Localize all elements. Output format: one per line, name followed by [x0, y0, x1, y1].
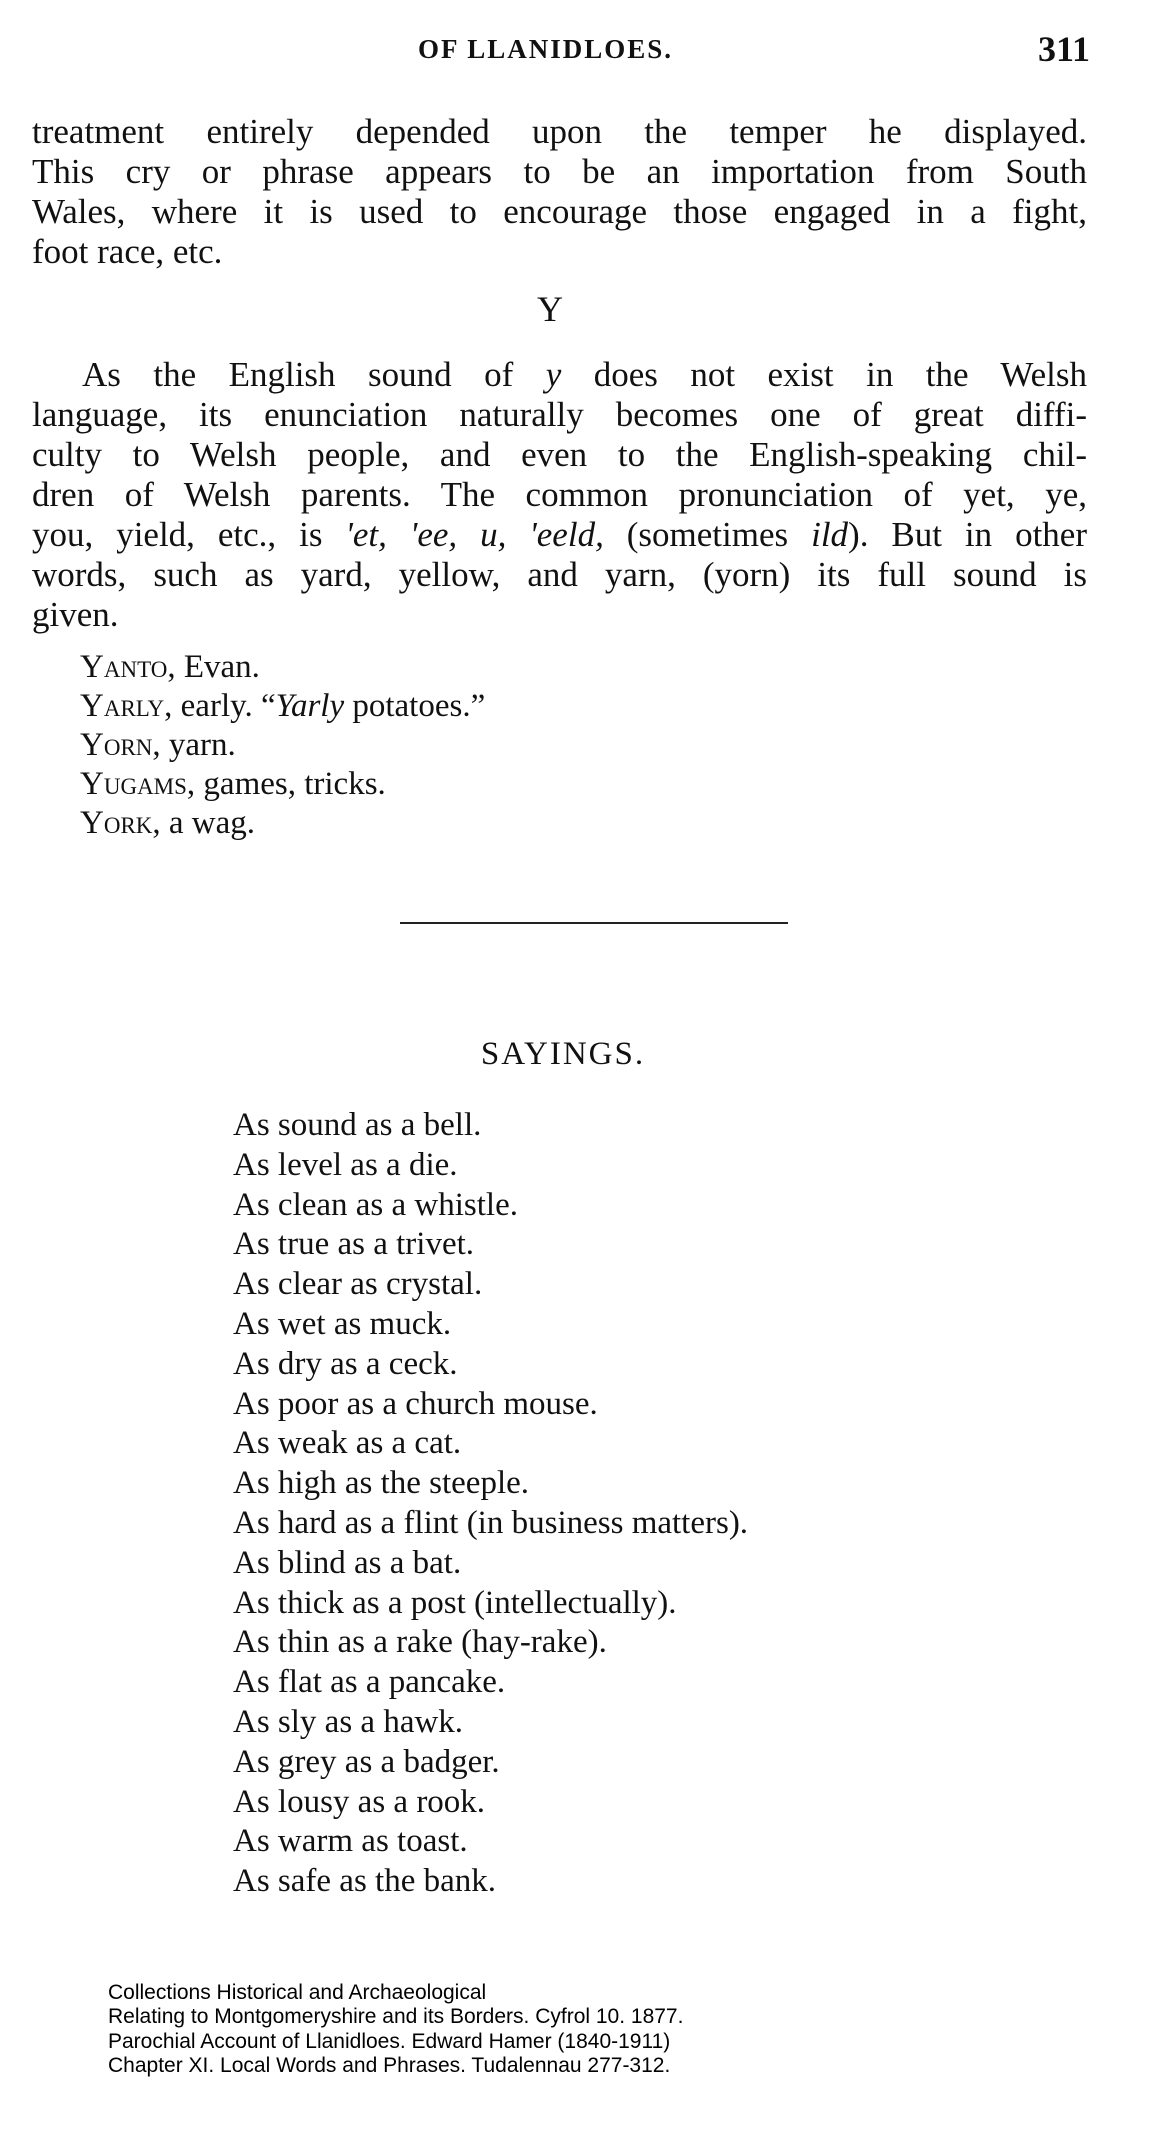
glossary-entry: [80, 804, 485, 843]
entry-definition: , yarn.: [152, 727, 236, 763]
paragraph-line: Wales, where it is used to encourage those engaged in a fight,: [32, 192, 1087, 231]
page-number: 311: [1037, 29, 1090, 69]
entry-example-italic: Yarly: [275, 688, 345, 724]
paragraph-line: This cry or phrase appears to be an importation from South: [32, 152, 1087, 191]
saying-item: As dry as a ceck.: [233, 1345, 458, 1382]
saying-item: As thick as a post (intellectually).: [233, 1584, 677, 1621]
saying-item: As sly as a hawk.: [233, 1703, 464, 1740]
saying-item: As safe as the bank.: [233, 1863, 497, 1900]
text-run: As the English sound of: [82, 355, 546, 394]
saying-item: As weak as a cat.: [233, 1425, 462, 1462]
saying-item: As sound as a bell.: [233, 1107, 482, 1143]
paragraph-line: [32, 355, 1087, 395]
section-divider: [400, 922, 788, 924]
text-run: ). But in other: [848, 515, 1087, 554]
entry-headword-rest: anto: [103, 649, 168, 685]
y-pronunciation-paragraph: [32, 355, 1087, 635]
glossary-entry: [80, 687, 485, 726]
paragraph-line: language, its enunciation naturally becomes one of great diffi-: [32, 395, 1087, 434]
entry-headword-initial: Y: [80, 805, 104, 841]
citation-line: Relating to Montgomeryshire and its Borders. Cyfrol 10. 1877.: [108, 2005, 684, 2029]
saying-item: As lousy as a rook.: [233, 1783, 486, 1820]
paragraph-line: given.: [32, 595, 119, 634]
citation-line: Chapter XI. Local Words and Phrases. Tudalennau 277-312.: [108, 2053, 671, 2077]
paragraph-line: words, such as yard, yellow, and yarn, (yorn) its full sound is: [32, 555, 1087, 594]
continuation-paragraph: [32, 112, 1087, 272]
entry-headword-initial: Y: [80, 688, 104, 724]
paragraph-line: culty to Welsh people, and even to the English-speaking chil-: [32, 435, 1087, 474]
saying-item: As wet as muck.: [233, 1305, 452, 1342]
citation-line: Parochial Account of Llanidloes. Edward Hamer (1840-1911): [108, 2029, 671, 2053]
saying-item: As thin as a rake (hay-rake).: [233, 1624, 607, 1661]
saying-item: As grey as a badger.: [233, 1743, 500, 1780]
italic-run: y: [545, 355, 562, 394]
glossary-entry: [80, 648, 485, 687]
section-letter-heading: Y: [537, 289, 563, 329]
glossary-entry: [80, 726, 485, 765]
paragraph-line: treatment entirely depended upon the temper he displayed.: [32, 112, 1087, 151]
saying-item: As flat as a pancake.: [233, 1664, 506, 1701]
source-citation: [108, 1981, 683, 2078]
sayings-list: [233, 1106, 748, 1902]
entry-definition: , a wag.: [152, 805, 256, 841]
text-run: you, yield, etc., is: [32, 515, 346, 554]
paragraph-line: [32, 515, 1087, 555]
running-title: OF LLANIDLOES.: [418, 34, 674, 64]
entry-example-end: potatoes.”: [344, 688, 486, 724]
text-run: does not exist in the Welsh: [561, 355, 1087, 394]
entry-headword-initial: Y: [80, 649, 104, 685]
saying-item: As blind as a bat.: [233, 1544, 462, 1581]
paragraph-line: foot race, etc.: [32, 232, 223, 271]
citation-line: Collections Historical and Archaeological: [108, 1981, 487, 2004]
saying-item: As true as a trivet.: [233, 1226, 475, 1263]
saying-item: As clean as a whistle.: [233, 1186, 518, 1223]
saying-item: As hard as a flint (in business matters).: [233, 1504, 749, 1541]
entry-definition: , early. “: [164, 688, 276, 724]
saying-item: As high as the steeple.: [233, 1465, 530, 1502]
entry-headword-initial: Y: [80, 727, 104, 763]
glossary-entry: [80, 765, 485, 804]
entry-headword-rest: orn: [103, 727, 153, 763]
glossary-entries: [80, 648, 485, 843]
entry-definition: , games, tricks.: [186, 766, 386, 802]
sayings-heading: SAYINGS.: [480, 1036, 646, 1072]
entry-headword-rest: ork: [103, 805, 153, 841]
saying-item: As level as a die.: [233, 1146, 458, 1183]
italic-run: 'et, 'ee, u, 'eeld,: [345, 515, 604, 554]
saying-item: As clear as crystal.: [233, 1266, 483, 1303]
saying-item: As warm as toast.: [233, 1823, 468, 1860]
entry-headword-initial: Y: [80, 766, 104, 802]
entry-definition: , Evan.: [167, 649, 260, 685]
entry-headword-rest: ugams: [103, 766, 187, 802]
saying-item: As poor as a church mouse.: [233, 1385, 598, 1422]
paragraph-line: dren of Welsh parents. The common pronunciation of yet, ye,: [32, 475, 1087, 514]
text-run: (sometimes: [603, 515, 812, 554]
italic-run: ild: [811, 515, 849, 554]
entry-headword-rest: arly: [103, 688, 165, 724]
